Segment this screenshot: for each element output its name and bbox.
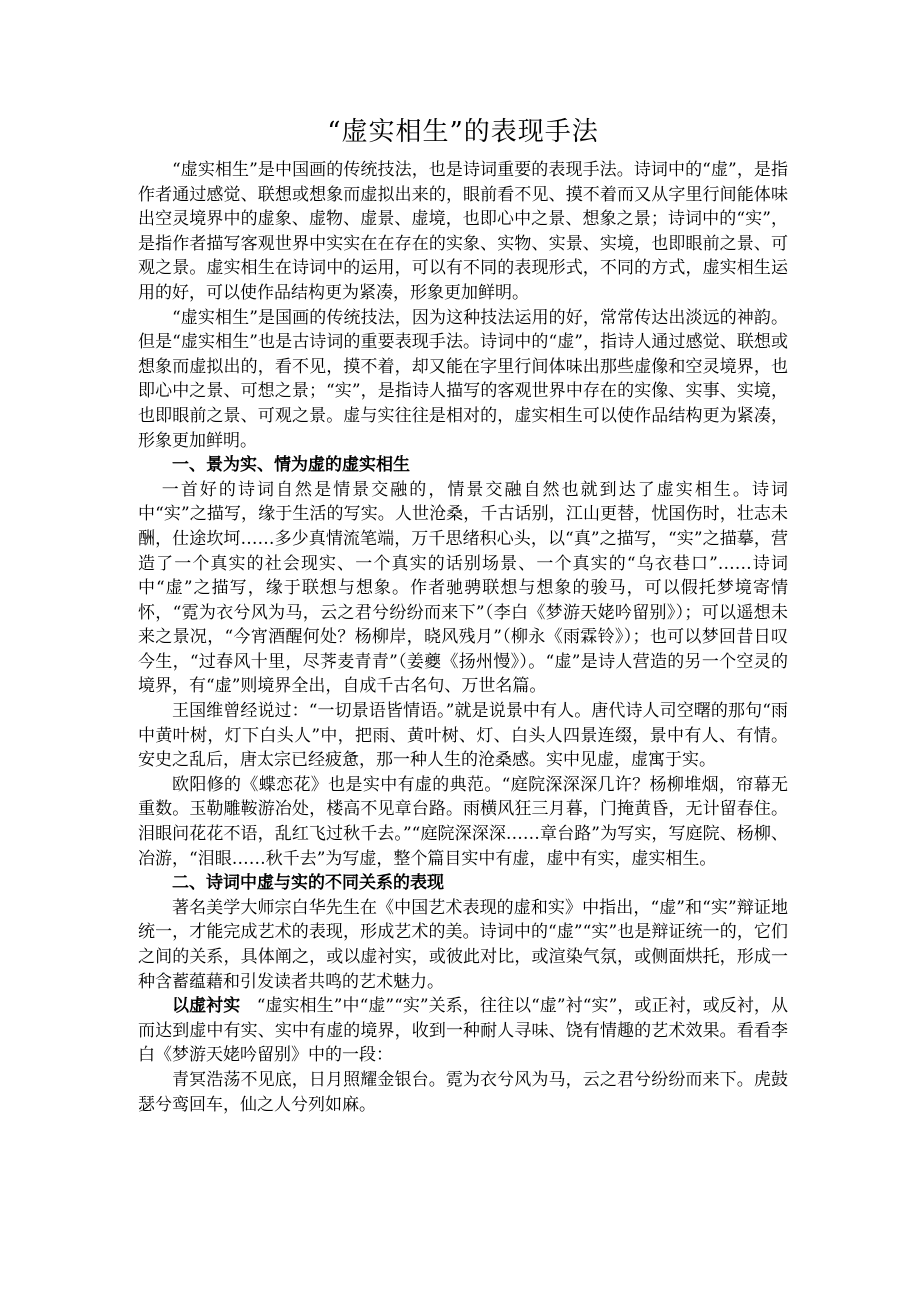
document-page bbox=[138, 112, 788, 1117]
paragraph-poem-quote: 青冥浩荡不见底，日月照耀金银台。霓为衣兮风为马，云之君兮纷纷而来下。虎鼓瑟兮鸾回车，仙之人兮列如麻。 bbox=[138, 1069, 788, 1115]
section-heading-2: 二、诗词中虚与实的不同关系的表现 bbox=[172, 873, 444, 894]
section-heading-1: 一、景为实、情为虚的虚实相生 bbox=[172, 455, 410, 476]
paragraph-contrast-text: “虚实相生”中“虚”“实”关系，往往以“虚”衬“实”，或正衬，或反衬，从而达到虚中有实、实中有虚的境界，收到一种耐人寻味、饶有情趣的艺术效果。看看李白《梦游天姥吟留别》中的一段： bbox=[138, 996, 788, 1066]
paragraph-definition: “虚实相生”是国画的传统技法，因为这种技法运用的好，常常传达出淡远的神韵。但是“虚实相生”也是古诗词的重要表现手法。诗词中的“虚”，指诗人通过感觉、联想或想象而虚拟出的，看不见，摸不着，却又能在字里行间体味出那些虚像和空灵境界，也即心中之景、可想之景；“实”，是指诗人描写的客观世界中存在的实像、实事、实境，也即眼前之景、可观之景。虚与实往往是相对的，虚实相生可以使作品结构更为紧凑，形象更加鲜明。 bbox=[138, 307, 788, 451]
lead-label: 以虚衬实 bbox=[172, 996, 241, 1017]
paragraph-intro: “虚实相生”是中国画的传统技法，也是诗词重要的表现手法。诗词中的“虚”，是指作者通过感觉、联想或想象而虚拟出来的，眼前看不见、摸不着而又从字里行间能体味出空灵境界中的虚象、虚物、虚景、虚境，也即心中之景、想象之景；诗词中的“实”，是指作者描写客观世界中实实在在存在的实象、实物、实景、实境，也即眼前之景、可观之景。虚实相生在诗词中的运用，可以有不同的表现形式，不同的方式，虚实相生运用的好，可以使作品结构更为紧凑，形象更加鲜明。 bbox=[138, 160, 788, 303]
document-title: “虚实相生”的表现手法 bbox=[327, 117, 599, 147]
paragraph-wang-guowei: 王国维曾经说过：“一切景语皆情语。”就是说景中有人。唐代诗人司空曙的那句“雨中黄叶树，灯下白头人”中，把雨、黄叶树、灯、白头人四景连缀，景中有人、有情。安史之乱后，唐太宗已经疲惫，那一种人生的沧桑感。实中见虚，虚寓于实。 bbox=[138, 701, 788, 771]
paragraph-contrast bbox=[138, 994, 788, 1068]
paragraph-scene-emotion: 一首好的诗词自然是情景交融的，情景交融自然也就到达了虚实相生。诗词中“实”之描写，缘于生活的写实。人世沧桑，千古话别，江山更替，忧国伤时，壮志未酬，仕途坎坷……多少真情流笔端，万千思绪积心头，以“真”之描写，“实”之描摹，营造了一个真实的社会现实、一个真实的话别场景、一个真实的“乌衣巷口”……诗词中“虚”之描写，缘于联想与想象。作者驰骋联想与想象的骏马，可以假托梦境寄情怀，“霓为衣兮风为马，云之君兮纷纷而来下”（李白《梦游天姥吟留别》）；可以遥想未来之景况，“今宵酒醒何处？杨柳岸，晓风残月”（柳永《雨霖铃》）；也可以梦回昔日叹今生，“过春风十里，尽荠麦青青”（姜夔《扬州慢》）。“虚”是诗人营造的另一个空灵的境界，有“虚”则境界全出，自成千古名句、万世名篇。 bbox=[138, 479, 788, 697]
paragraph-zong-baihua: 著名美学大师宗白华先生在《中国艺术表现的虚和实》中指出，“虚”和“实”辩证地统一，才能完成艺术的表现，形成艺术的美。诗词中的“虚”“实”也是辩证统一的，它们之间的关系，具体阐之，或以虚衬实，或彼此对比，或渲染气氛，或侧面烘托，形成一种含蓄蕴藉和引发读者共鸣的艺术魅力。 bbox=[138, 897, 788, 992]
paragraph-ouyang-xiu: 欧阳修的《蝶恋花》也是实中有虚的典范。“庭院深深深几许？杨柳堆烟，帘幕无重数。玉勒雕鞍游冶处，楼高不见章台路。雨横风狂三月暮，门掩黄昏，无计留春住。泪眼问花花不语，乱红飞过秋千去。”“庭院深深深……章台路”为写实，写庭院、杨柳、冶游，“泪眼……秋千去”为写虚，整个篇目实中有虚，虚中有实，虚实相生。 bbox=[138, 774, 788, 869]
